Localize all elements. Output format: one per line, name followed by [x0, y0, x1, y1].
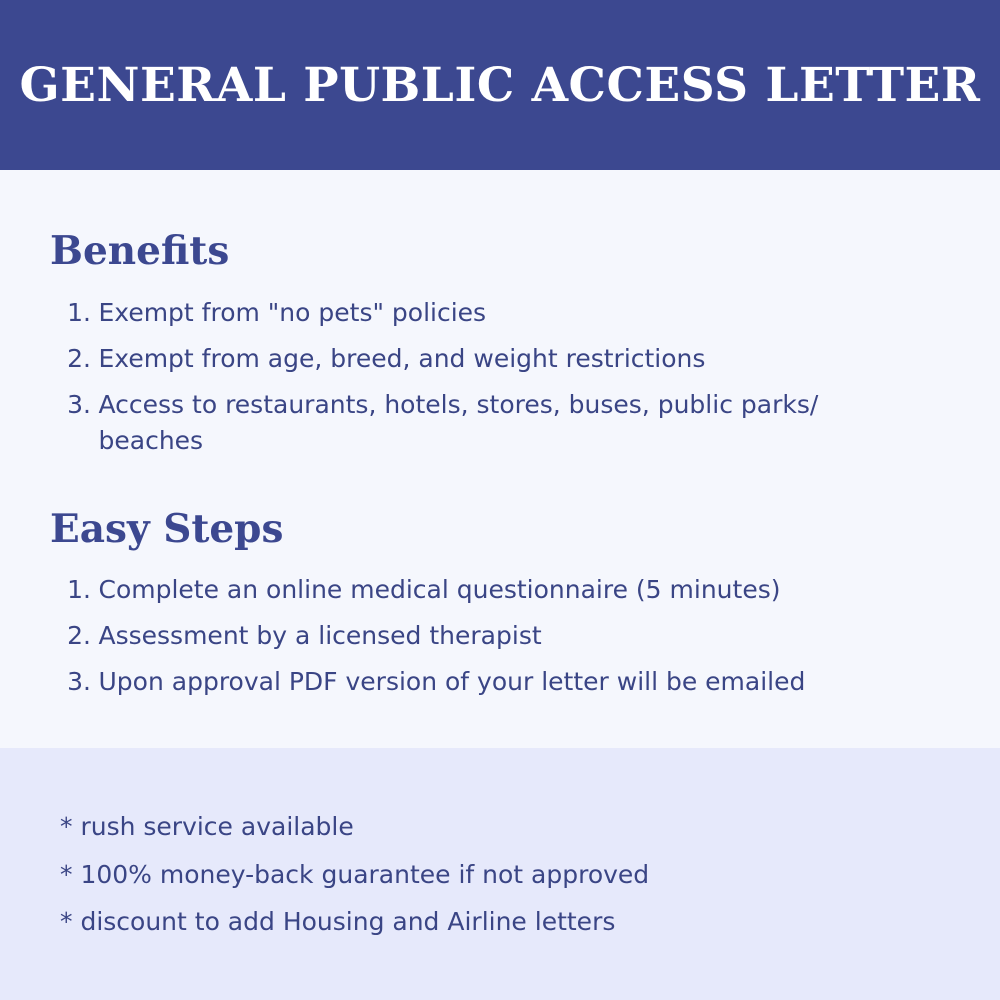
- list-item: [50, 664, 859, 700]
- list-item-number: 1.: [67, 575, 91, 604]
- list-item-number: 2.: [67, 344, 91, 373]
- list-item: [50, 572, 859, 608]
- steps-list: [50, 572, 859, 710]
- footer-notes-panel: [0, 748, 1000, 1000]
- main-content: [0, 170, 1000, 748]
- page-title: GENERAL PUBLIC ACCESS LETTER: [19, 57, 981, 113]
- list-item-text: Exempt from age, breed, and weight restrictions: [98, 344, 706, 373]
- list-item: [50, 387, 859, 459]
- list-item-text: Assessment by a licensed therapist: [98, 621, 542, 650]
- list-item-text: Exempt from "no pets" policies: [98, 298, 487, 327]
- list-item-text: Access to restaurants, hotels, stores, buses, public parks/ beaches: [98, 390, 819, 455]
- header-banner: [0, 0, 1000, 170]
- steps-heading: Easy Steps: [50, 506, 284, 552]
- note-item: * 100% money-back guarantee if not approved: [60, 859, 650, 889]
- list-item: [50, 341, 859, 377]
- benefits-heading: Benefits: [50, 228, 230, 274]
- benefits-list: [50, 295, 859, 469]
- list-item: [50, 618, 859, 654]
- list-item-number: 3.: [67, 390, 91, 419]
- list-item-number: 1.: [67, 298, 91, 327]
- list-item-text: Complete an online medical questionnaire (5 minutes): [98, 575, 781, 604]
- notes-list: [60, 808, 649, 951]
- note-item: * discount to add Housing and Airline letters: [60, 907, 616, 936]
- list-item: [50, 295, 859, 331]
- list-item-number: 3.: [67, 667, 91, 696]
- list-item-text: Upon approval PDF version of your letter will be emailed: [98, 667, 806, 696]
- list-item-number: 2.: [67, 621, 91, 650]
- note-item: * rush service available: [60, 812, 354, 841]
